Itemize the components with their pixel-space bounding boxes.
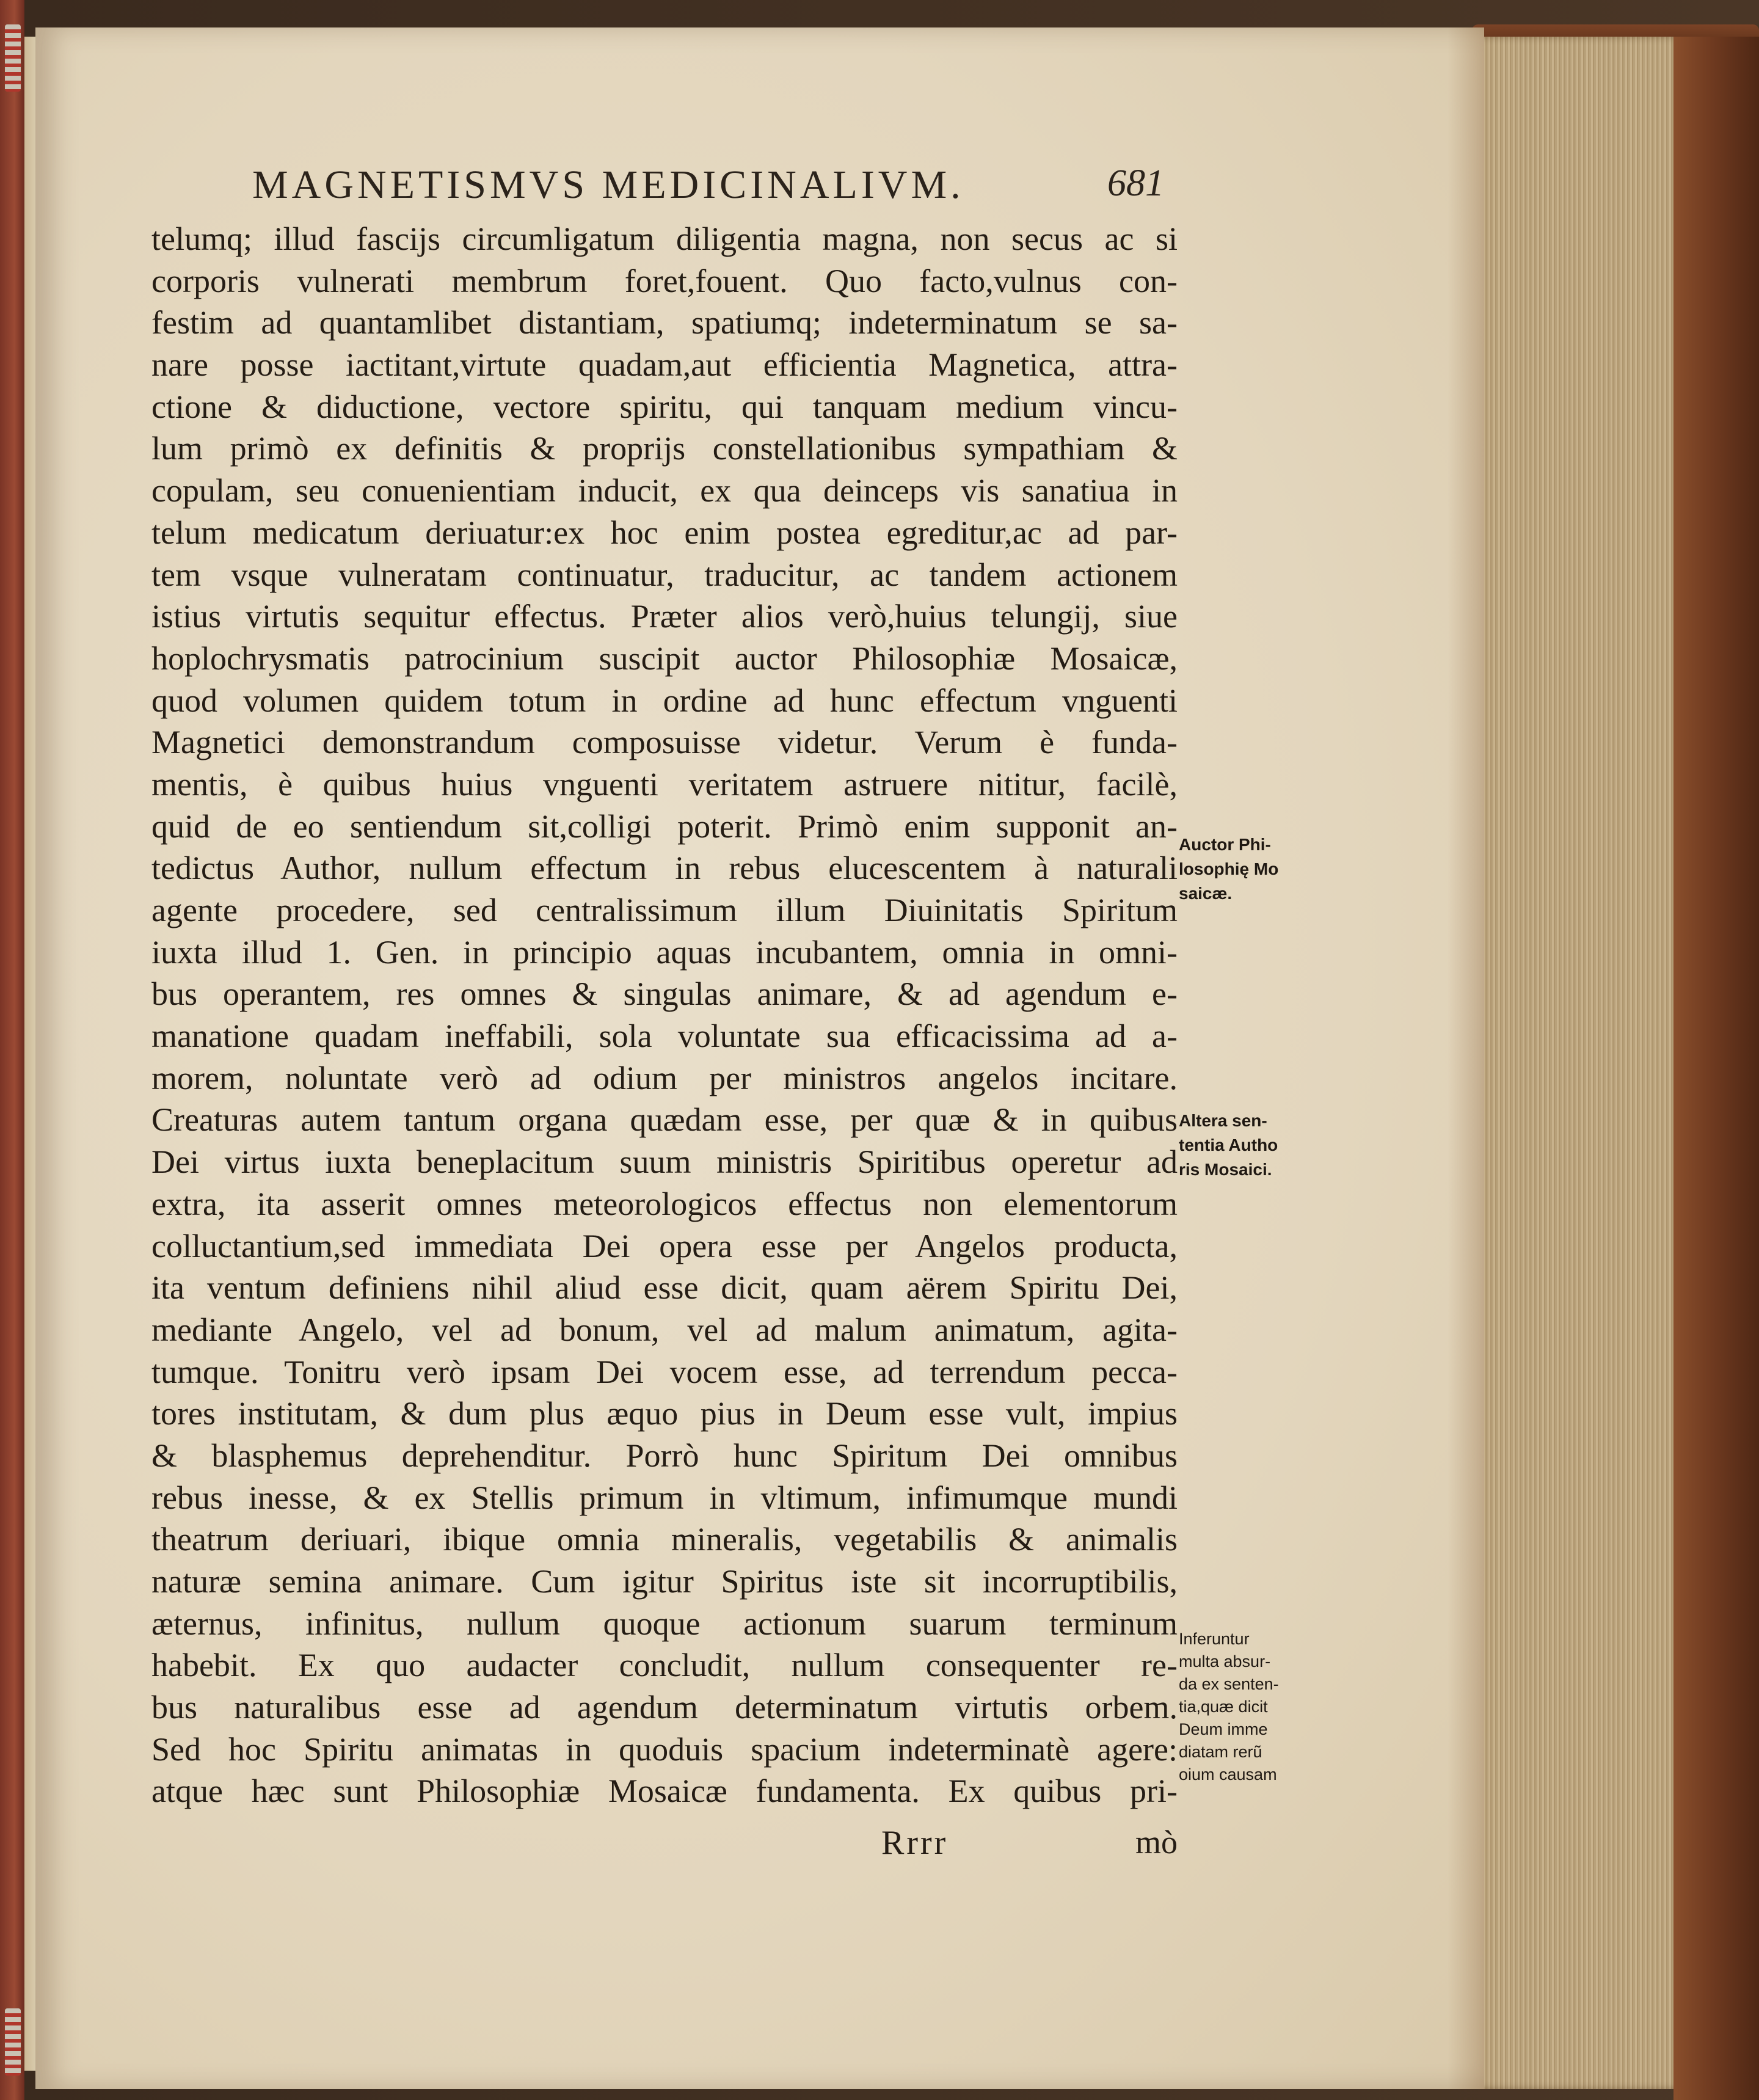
page-block-edges <box>1472 37 1673 2089</box>
text-line: Dei virtus iuxta beneplacitum suum ministris Spiritibus operetur ad <box>151 1143 1178 1181</box>
text-line: æternus, infinitus, nullum quoque actionum suarum terminum <box>151 1605 1178 1642</box>
headband-top <box>5 24 21 92</box>
marginal-note-line: Altera sen- <box>1179 1111 1267 1130</box>
marginal-note-line: Auctor Phi- <box>1179 835 1271 854</box>
text-line: telumq; illud fascijs circumligatum diligentia magna, non secus ac si <box>151 221 1178 257</box>
page-shadow <box>1448 27 1484 2089</box>
body-text <box>151 218 1178 1812</box>
left-binding <box>0 0 24 2100</box>
marginal-note-line: losophię Mo <box>1179 859 1279 878</box>
text-line: quod volumen quidem totum in ordine ad hunc effectum vnguenti <box>151 682 1178 719</box>
text-line: tumque. Tonitru verò ipsam Dei vocem esse, ad terrendum pecca- <box>151 1353 1178 1390</box>
text-line: lum primò ex definitis & proprijs constellationibus sympathiam & <box>151 430 1178 467</box>
page-footer <box>151 1823 1178 1866</box>
marginal-note-author <box>1179 833 1319 906</box>
marginal-note-line: oium causam <box>1179 1765 1277 1784</box>
text-line: colluctantium,sed immediata Dei opera esse per Angelos producta, <box>151 1227 1178 1264</box>
text-line: atque hæc sunt Philosophiæ Mosaicæ fundamenta. Ex quibus pri- <box>151 1773 1178 1810</box>
text-line: tem vsque vulneratam continuatur, traducitur, ac tandem actionem <box>151 556 1178 593</box>
marginal-note-line: diatam rerũ <box>1179 1743 1262 1761</box>
text-line: Magnetici demonstrandum composuisse videtur. Verum è funda- <box>151 724 1178 761</box>
text-line: hoplochrysmatis patrocinium suscipit auctor Philosophiæ Mosaicæ, <box>151 640 1178 677</box>
text-line: corporis vulnerati membrum foret,fouent. Quo facto,vulnus con- <box>151 262 1178 299</box>
catchword: mò <box>1135 1824 1178 1861</box>
marginal-note-line: ris Mosaici. <box>1179 1160 1272 1179</box>
text-line: istius virtutis sequitur effectus. Præter alios verò,huius telungij, siue <box>151 598 1178 635</box>
text-line: extra, ita asserit omnes meteorologicos effectus non elementorum <box>151 1185 1178 1222</box>
text-line: telum medicatum deriuatur:ex hoc enim postea egreditur,ac ad par- <box>151 514 1178 551</box>
marginal-note-line: saicæ. <box>1179 884 1233 903</box>
cover-board <box>1673 37 1759 2100</box>
text-line: tedictus Author, nullum effectum in rebus elucescentem à naturali <box>151 850 1178 887</box>
text-line: iuxta illud 1. Gen. in principio aquas incubantem, omnia in omni- <box>151 933 1178 971</box>
text-line: Sed hoc Spiritu animatas in quoduis spacium indeterminatè agere: <box>151 1730 1178 1768</box>
headband-bottom <box>5 2008 21 2076</box>
text-line: rebus inesse, & ex Stellis primum in vltimum, infimumque mundi <box>151 1479 1178 1516</box>
text-line: quid de eo sentiendum sit,colligi poterit. Primò enim supponit an- <box>151 808 1178 845</box>
text-line: festim ad quantamlibet distantiam, spatiumq; indeterminatum se sa- <box>151 304 1178 341</box>
text-line: morem, noluntate verò ad odium per ministros angelos incitare. <box>151 1059 1178 1096</box>
text-line: manatione quadam ineffabili, sola voluntate sua efficacissima ad a- <box>151 1018 1178 1055</box>
marginal-note-line: multa absur- <box>1179 1652 1271 1671</box>
text-line: & blasphemus deprehenditur. Porrò hunc Spiritum Dei omnibus <box>151 1437 1178 1474</box>
text-line: ctione & diductione, vectore spiritu, qui tanquam medium vincu- <box>151 388 1178 425</box>
book-page <box>35 27 1484 2089</box>
marginal-note-line: Deum imme <box>1179 1720 1268 1738</box>
text-line: mediante Angelo, vel ad bonum, vel ad malum animatum, agita- <box>151 1311 1178 1348</box>
signature-mark: Rrrr <box>881 1824 949 1862</box>
text-line: tores institutam, & dum plus æquo pius in Deum esse vult, impius <box>151 1395 1178 1432</box>
marginal-note-line: tia,quæ dicit <box>1179 1697 1268 1716</box>
marginal-note-line: tentia Autho <box>1179 1136 1278 1154</box>
text-line: mentis, è quibus huius vnguenti veritatem astruere nititur, facilè, <box>151 765 1178 803</box>
text-line: Creaturas autem tantum organa quædam esse, per quæ & in quibus <box>151 1101 1178 1139</box>
text-line: nare posse iactitant,virtute quadam,aut efficientia Magnetica, attra- <box>151 346 1178 384</box>
text-line: bus naturalibus esse ad agendum determinatum virtutis orbem. <box>151 1689 1178 1726</box>
text-line: habebit. Ex quo audacter concludit, nullum consequenter re- <box>151 1647 1178 1684</box>
text-line: naturæ semina animare. Cum igitur Spiritus iste sit incorruptibilis, <box>151 1563 1178 1600</box>
marginal-note-second-opinion <box>1179 1109 1319 1182</box>
text-line: theatrum deriuari, ibique omnia mineralis, vegetabilis & animalis <box>151 1521 1178 1558</box>
text-line: agente procedere, sed centralissimum illum Diuinitatis Spiritum <box>151 892 1178 928</box>
marginal-note-absurdities <box>1179 1628 1319 1786</box>
text-line: bus operantem, res omnes & singulas animare, & ad agendum e- <box>151 975 1178 1013</box>
marginal-note-line: Inferuntur <box>1179 1630 1250 1648</box>
text-line: ita ventum definiens nihil aliud esse dicit, quam aërem Spiritu Dei, <box>151 1269 1178 1307</box>
running-head: MAGNETISMVS MEDICINALIVM. <box>252 162 964 207</box>
page-number: 681 <box>1107 162 1164 204</box>
text-line: copulam, seu conuenientiam inducit, ex qua deinceps vis sanatiua in <box>151 472 1178 509</box>
marginal-note-line: da ex senten- <box>1179 1675 1279 1693</box>
